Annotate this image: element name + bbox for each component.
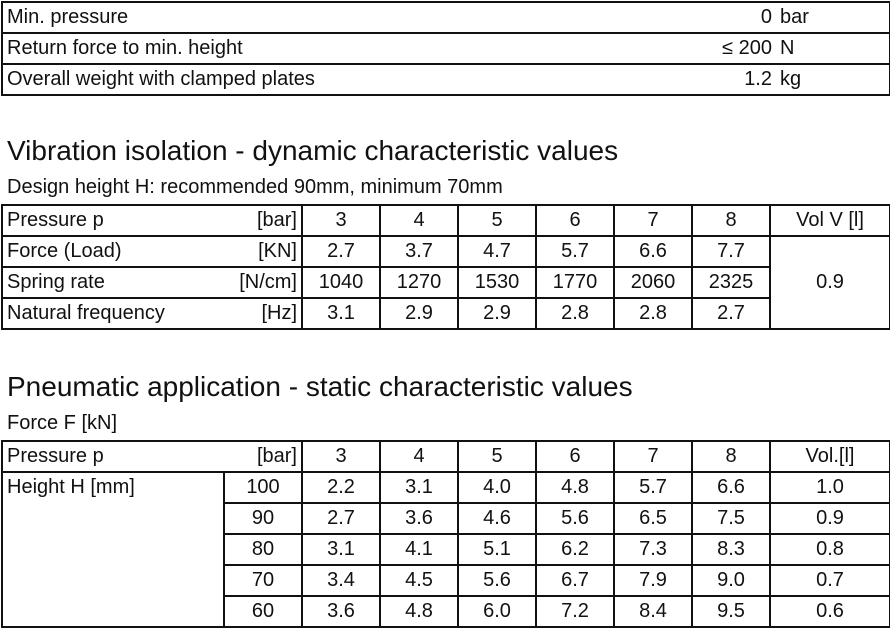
table-cell: 1530 xyxy=(458,267,536,298)
table-cell: 6.6 xyxy=(692,472,770,503)
table-cell: 1040 xyxy=(302,267,380,298)
table-cell: 2.2 xyxy=(302,472,380,503)
table-cell: 4.7 xyxy=(458,236,536,267)
table-cell: 5.7 xyxy=(614,472,692,503)
header-unit: [bar] xyxy=(230,205,302,236)
pneumatic-section-title: Pneumatic application - static characteristic values xyxy=(7,371,633,402)
table-cell: 5.6 xyxy=(536,503,614,534)
table-cell: 2060 xyxy=(614,267,692,298)
table-cell: 2325 xyxy=(692,267,770,298)
table-cell: 2.9 xyxy=(380,298,458,329)
header-label: Pressure p xyxy=(2,441,224,472)
height-cell: 100 xyxy=(224,472,302,503)
header-volume: Vol V [l] xyxy=(770,205,890,236)
unit: N xyxy=(780,37,795,59)
property-label: Return force to min. height xyxy=(2,33,682,64)
table-cell: 1270 xyxy=(380,267,458,298)
table-cell: 3.7 xyxy=(380,236,458,267)
property-label: Min. pressure xyxy=(2,2,682,33)
value: ≤ 200 xyxy=(722,37,772,59)
header-pressure: 7 xyxy=(614,441,692,472)
volume-cell: 0.7 xyxy=(770,565,890,596)
table-cell: 8.4 xyxy=(614,596,692,627)
value: 1.2 xyxy=(744,68,772,90)
header-volume: Vol.[l] xyxy=(770,441,890,472)
table-cell: 7.3 xyxy=(614,534,692,565)
table-cell: 4.0 xyxy=(458,472,536,503)
vibration-section-subtitle: Design height H: recommended 90mm, minimum 70mm xyxy=(7,176,503,198)
table-cell: 7.2 xyxy=(536,596,614,627)
height-cell: 70 xyxy=(224,565,302,596)
general-properties-table xyxy=(1,1,890,96)
table-cell: 7.5 xyxy=(692,503,770,534)
table-cell: 3.1 xyxy=(380,472,458,503)
unit: bar xyxy=(780,6,809,28)
header-pressure: 3 xyxy=(302,205,380,236)
table-cell: 4.6 xyxy=(458,503,536,534)
table-cell: 3.1 xyxy=(302,534,380,565)
row-label: Natural frequency xyxy=(2,298,230,329)
table-cell: 7.9 xyxy=(614,565,692,596)
property-label: Overall weight with clamped plates xyxy=(2,64,682,95)
table-row xyxy=(2,267,890,298)
table-header-row xyxy=(2,205,890,236)
header-unit: [bar] xyxy=(224,441,302,472)
header-label: Pressure p xyxy=(2,205,230,236)
table-cell: 5.6 xyxy=(458,565,536,596)
volume-cell: 0.9 xyxy=(770,503,890,534)
row-label: Spring rate xyxy=(2,267,230,298)
table-cell: 1770 xyxy=(536,267,614,298)
table-row xyxy=(2,33,890,64)
header-pressure: 6 xyxy=(536,441,614,472)
pneumatic-table xyxy=(1,440,890,628)
table-cell: 6.7 xyxy=(536,565,614,596)
table-cell: 2.7 xyxy=(302,236,380,267)
table-row xyxy=(2,298,890,329)
table-cell: 2.7 xyxy=(692,298,770,329)
header-pressure: 6 xyxy=(536,205,614,236)
table-cell: 2.8 xyxy=(536,298,614,329)
height-cell: 90 xyxy=(224,503,302,534)
table-cell: 6.5 xyxy=(614,503,692,534)
table-cell: 3.6 xyxy=(380,503,458,534)
header-pressure: 3 xyxy=(302,441,380,472)
header-pressure: 8 xyxy=(692,205,770,236)
table-cell: 3.4 xyxy=(302,565,380,596)
table-cell: 9.0 xyxy=(692,565,770,596)
table-cell: 3.1 xyxy=(302,298,380,329)
header-pressure: 4 xyxy=(380,441,458,472)
volume-cell: 1.0 xyxy=(770,472,890,503)
table-cell: 9.5 xyxy=(692,596,770,627)
table-row xyxy=(2,236,890,267)
table-cell: 6.0 xyxy=(458,596,536,627)
volume-cell: 0.8 xyxy=(770,534,890,565)
table-row xyxy=(2,2,890,33)
table-cell: 8.3 xyxy=(692,534,770,565)
volume-cell: 0.9 xyxy=(770,236,890,329)
header-pressure: 4 xyxy=(380,205,458,236)
row-label: Force (Load) xyxy=(2,236,230,267)
volume-cell: 0.6 xyxy=(770,596,890,627)
header-pressure: 5 xyxy=(458,441,536,472)
table-cell: 4.8 xyxy=(380,596,458,627)
table-row xyxy=(2,472,890,503)
table-cell: 2.9 xyxy=(458,298,536,329)
property-value xyxy=(682,64,890,95)
row-unit: [N/cm] xyxy=(230,267,302,298)
table-header-row xyxy=(2,441,890,472)
table-cell: 7.7 xyxy=(692,236,770,267)
unit: kg xyxy=(780,68,802,90)
header-pressure: 5 xyxy=(458,205,536,236)
table-cell: 5.7 xyxy=(536,236,614,267)
row-label: Height H [mm] xyxy=(2,472,224,627)
table-cell: 2.8 xyxy=(614,298,692,329)
header-pressure: 7 xyxy=(614,205,692,236)
row-unit: [Hz] xyxy=(230,298,302,329)
row-unit: [KN] xyxy=(230,236,302,267)
table-cell: 5.1 xyxy=(458,534,536,565)
table-cell: 2.7 xyxy=(302,503,380,534)
header-pressure: 8 xyxy=(692,441,770,472)
pneumatic-section-subtitle: Force F [kN] xyxy=(7,412,118,434)
table-cell: 4.5 xyxy=(380,565,458,596)
vibration-section-title: Vibration isolation - dynamic characteristic values xyxy=(7,135,619,166)
height-cell: 80 xyxy=(224,534,302,565)
table-cell: 4.8 xyxy=(536,472,614,503)
table-row xyxy=(2,64,890,95)
height-cell: 60 xyxy=(224,596,302,627)
property-value xyxy=(682,2,890,33)
value: 0 xyxy=(760,6,772,28)
table-cell: 6.6 xyxy=(614,236,692,267)
property-value xyxy=(682,33,890,64)
table-cell: 6.2 xyxy=(536,534,614,565)
vibration-table xyxy=(1,204,890,330)
table-cell: 3.6 xyxy=(302,596,380,627)
table-cell: 4.1 xyxy=(380,534,458,565)
